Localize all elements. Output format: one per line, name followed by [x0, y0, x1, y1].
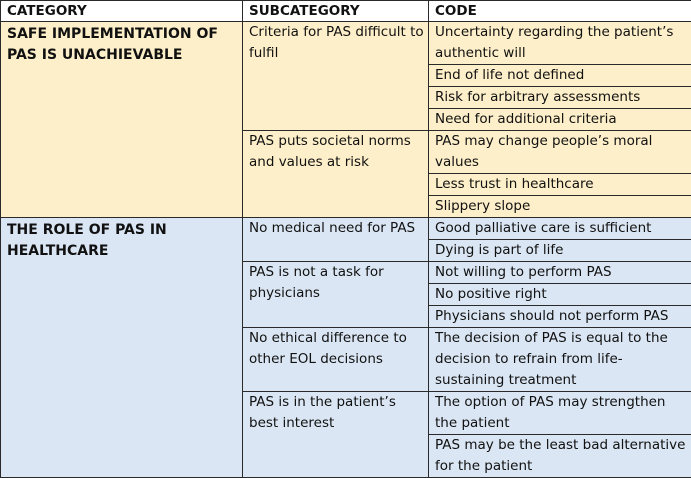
- code-cell: Less trust in healthcare: [429, 174, 691, 196]
- code-cell: Slippery slope: [429, 196, 691, 218]
- table-header: [1, 1, 691, 22]
- subcategory-cell: PAS is in the patient’s best interest: [243, 392, 429, 478]
- header-row: [1, 1, 691, 22]
- code-cell: End of life not defined: [429, 65, 691, 87]
- subcategory-cell: PAS puts societal norms and values at risk: [243, 131, 429, 218]
- subcategory-cell: No medical need for PAS: [243, 218, 429, 262]
- code-cell: The decision of PAS is equal to the decision to refrain from life-sustaining treatment: [429, 328, 691, 392]
- code-cell: Not willing to perform PAS: [429, 262, 691, 284]
- table-body: [1, 22, 691, 478]
- category-cell: SAFE IMPLEMENTATION OF PAS IS UNACHIEVABLE: [1, 22, 243, 218]
- category-cell: THE ROLE OF PAS IN HEALTHCARE: [1, 218, 243, 478]
- code-cell: Risk for arbitrary assessments: [429, 87, 691, 109]
- code-cell: Physicians should not perform PAS: [429, 306, 691, 328]
- code-cell: Need for additional criteria: [429, 109, 691, 131]
- code-cell: No positive right: [429, 284, 691, 306]
- table-row: [1, 218, 691, 240]
- table-row: [1, 22, 691, 65]
- subcategory-cell: PAS is not a task for physicians: [243, 262, 429, 328]
- header-category: CATEGORY: [1, 1, 243, 22]
- code-cell: Uncertainty regarding the patient’s authentic will: [429, 22, 691, 65]
- code-cell: Dying is part of life: [429, 240, 691, 262]
- subcategory-cell: No ethical difference to other EOL decisions: [243, 328, 429, 392]
- header-code: CODE: [429, 1, 691, 22]
- subcategory-cell: Criteria for PAS difficult to fulfil: [243, 22, 429, 131]
- header-subcategory: SUBCATEGORY: [243, 1, 429, 22]
- code-cell: Good palliative care is sufficient: [429, 218, 691, 240]
- code-cell: The option of PAS may strengthen the patient: [429, 392, 691, 435]
- code-cell: PAS may change people’s moral values: [429, 131, 691, 174]
- code-cell: PAS may be the least bad alternative for the patient: [429, 435, 691, 478]
